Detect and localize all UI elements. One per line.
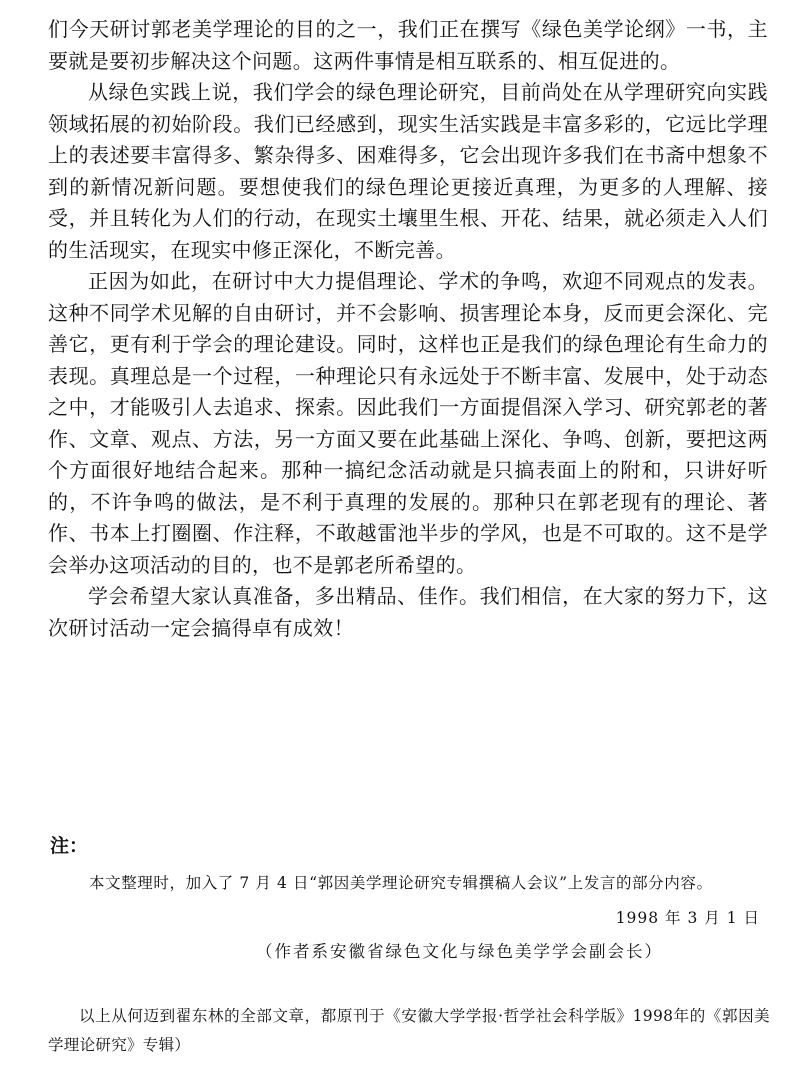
paragraph-continuation: 们今天研讨郭老美学理论的目的之一，我们正在撰写《绿色美学论纲》一书，主要就是要初步解决这个问题。这两件事情是相互联系的、相互促进的。 (48, 17, 768, 73)
source-note: 以上从何迈到翟东林的全部文章，都原刊于《安徽大学学报·哲学社会科学版》1998年的《郭因美学理论研究》专辑） (48, 1007, 770, 1054)
paragraph-academic-debate: 正因为如此，在研讨中大力提倡理论、学术的争鸣，欢迎不同观点的发表。这种不同学术见解的自由研讨，并不会影响、损害理论本身，反而更会深化、完善它，更有利于学会的理论建设。同时，这样也正是我们的绿色理论有生命力的表现。真理总是一个过程，一种理论只有永远处于不断丰富、发展中，处于动态之中，才能吸引人去追求、探索。因此我们一方面提倡深入学习、研究郭老的著作、文章、观点、方法，另一方面又要在此基础上深化、争鸣、创新，要把这两个方面很好地结合起来。那种一搞纪念活动就是只搞表面上的附和，只讲好听的，不许争鸣的做法，是不利于真理的发展的。那种只在郭老现有的理论、著作、书本上打圈圈、作注释，不敢越雷池半步的学风，也是不可取的。这不是学会举办这项活动的目的，也不是郭老所希望的。 (48, 269, 768, 577)
note-date: 1998 年 3 月 1 日 (615, 909, 760, 927)
note-text: 本文整理时，加入了 7 月 4 日“郭因美学理论研究专辑撰稿人会议”上发言的部分内容。 (89, 874, 713, 892)
author-affiliation: （作者系安徽省绿色文化与绿色美学学会副会长） (256, 942, 663, 961)
paragraph-closing: 学会希望大家认真准备，多出精品、佳作。我们相信，在大家的努力下，这次研讨活动一定会搞得卓有成效！ (48, 584, 768, 640)
note-label: 注： (50, 835, 89, 857)
paragraph-green-practice: 从绿色实践上说，我们学会的绿色理论研究，目前尚处在从学理研究向实践领域拓展的初始阶段。我们已经感到，现实生活实践是丰富多彩的，它远比学理上的表述要丰富得多、繁杂得多、困难得多，它会出现许多我们在书斋中想象不到的新情况新问题。要想使我们的绿色理论更接近真理，为更多的人理解、接受，并且转化为人们的行动，在现实土壤里生根、开花、结果，就必须走入人们的生活现实，在现实中修正深化，不断完善。 (48, 80, 768, 262)
article-body (48, 14, 768, 644)
